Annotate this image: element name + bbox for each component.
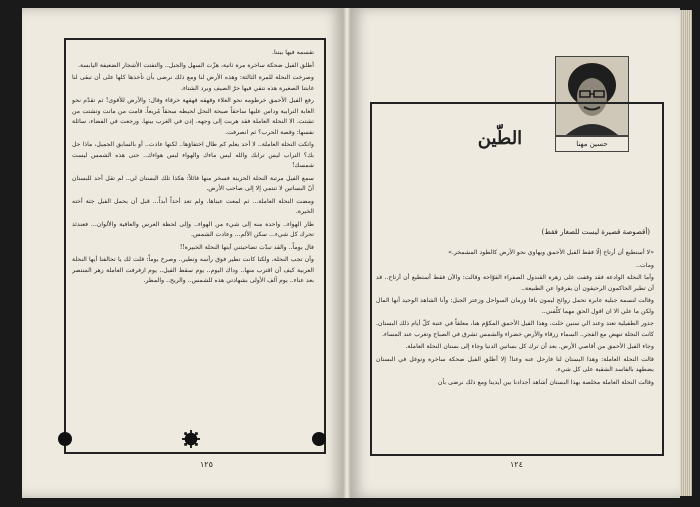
paragraph: وصرخت النحلة للمرة الثالثة: وهذه الأرض لنا ومع ذلك نرضى بأن تأخذها كلها على أن تبقى لنا غابتنا الصغيرة هذه نتقي فيها حرّ الصيف وبرد الشتاء.: [72, 74, 314, 92]
paragraph: رفع الفيل الأحمق خرطومه نحو العلاء وقهقه قهقهة خرقاء وقال: والأرض للأقوى! ثم تقدّم نحو الغابة الترابية وداس عليها ساحقاً صيحة النحل لحيطه سحقاً مُريعاً. قامت من ماتت وتشتت من تشتت. الا النحلة العاملة فقد هربت إلى وجهه. إذن في الغرب بينها. ورجعت في الفضاء، سائلة نفسها: وقصة الحرب؟ ثم انصرفت.: [72, 97, 314, 136]
ornament-gear-icon: [182, 430, 200, 448]
paragraph: جذور الطفيلية تعتد وعند الي سنين خلت، وهذا الفيل الأحمق المكوّم هنا، معلقاً في عتبة كلّ أيام ذلك البستان. كانت النحلة تنهض مع الفجر.. السماء زرقاء والأرض خضراء والشمس تشرق في الصباح وتغرب عند المساء.: [376, 320, 654, 338]
paragraph: ومات..: [636, 261, 654, 269]
paragraph: واتكت النحلة العاملة.. لا أحد يعلم كم طال اختفاؤها.. لكنها عادت.. أو بالسابق الجميل، ماذا حل بك؟ التراب ليس ترابك والله ليس ماءك والهواء ليس هواءك.. حتى هذه الشمس ليست شمسك!: [72, 141, 314, 169]
right-page: [350, 8, 680, 498]
paragraph: أطلق الفيل ضحكة ساخرة مرة ثانية، هزّت السهل والجبل.. والتفتت الأشجار الضعيفة اليابسة.: [78, 61, 314, 69]
ornament-dot: [312, 432, 326, 446]
story-subtitle: (أقصوصة قصيرة ليست للصغار فقط): [541, 228, 650, 236]
paragraph: وقالت لنسمة جبلية عابرة تحمل روائح ليمون يافا ورمان السواحل وزعتر الجبل: وأنا الشاهد الوحيد أنها المال ولكن ما علي الا ان اقول الحق مهما كلّفني..: [376, 297, 654, 315]
paragraph: وأما النحلة الوادعة فقد وقفت على زهرة القندول الصفراء الفوّاحة وقالت: والآن فقط أستطيع أن أرتاح.. قد أن تطير الحاكمون الرحيقون أن يفرقوا عن الطبيعة..: [376, 274, 654, 292]
story-title: الطّين: [477, 128, 523, 149]
author-name: حسين مهنا: [555, 136, 629, 152]
paragraph: ومضت النحلة العاملة... ثم لمعت عيناها. ولم تعد أحداً أبداً... قبل أن يحمل الفيل جثة أخته الخيرة.: [72, 197, 314, 215]
paragraph: سمع الفيل مرتبة النحلة الحزينة فسخر منها قائلاً: هكذا تلك البستان لي.. لم تقل أحد للبستان أنّ البساتين لا تنتمي إلا إلى صاحب الأرض.: [72, 174, 314, 192]
left-page: [22, 8, 344, 498]
left-page-text: [72, 48, 314, 444]
paragraph: «لا أستطيع أن أرتاح إلّا فقط الفيل الأحمق ويهاوي نحو الأرض كالطود المشمخر.»: [448, 249, 654, 256]
paragraph: وجاء الفيل الأحمق من أقاصي الأرض. بعد أن ترك كل بساتين الدنيا وجاء إلى بستان النحلة العاملة.: [405, 343, 654, 350]
paragraph: تقسمه فيها بيننا.: [272, 49, 314, 56]
ornament-dot: [58, 432, 72, 446]
paragraph: طار الهواء.. واحدة منه إلى شيء من الهواء.. وإلى لحظة العرس والعافية والألوان... فعندئذ تحرك كل شيء... سكن الألم... وعادت الشمس.: [72, 220, 314, 238]
paragraph: وقالت النحلة العاملة مخلصة بهذا البستان أشاهد أجدادنا بين أيدينا ومع ذلك نرضى بأن: [437, 378, 654, 386]
decorative-ornaments: [64, 430, 322, 450]
paragraph: قالت النحلة العاملة: وهذا البستان لنا فارحل عنه وعنا! إلا أطلق الفيل ضحكة ساخرة وتوغل في البستان يضطهد بالفاسد الشقية على كل شيء.: [376, 355, 654, 373]
page-number: ١٢٥: [200, 460, 213, 469]
right-page-text: [376, 248, 654, 448]
paragraph: فال يوماً.. والقد تبدّت تضاحيتني أيتها النحلة الخبيرة!!: [179, 243, 314, 251]
paragraph: وأن تجب النحلة، ولكنا كانت تطير فوق رأسه وتطير.. وصرخ يوماً: قلت لك يا تحالفنا أيها النحلة العربية كيف أن اقترب منها.. وداك اليوم.. يوم سقط الفيل.. يوم ارفرفت العاملة زهر المنتصر بعد عناء.. يوم آلف الأولى بشهادتي هذه للشمس.. والريح.. والمطر.: [72, 256, 314, 284]
page-edges: [680, 10, 692, 496]
page-number: ١٢٤: [510, 460, 523, 469]
